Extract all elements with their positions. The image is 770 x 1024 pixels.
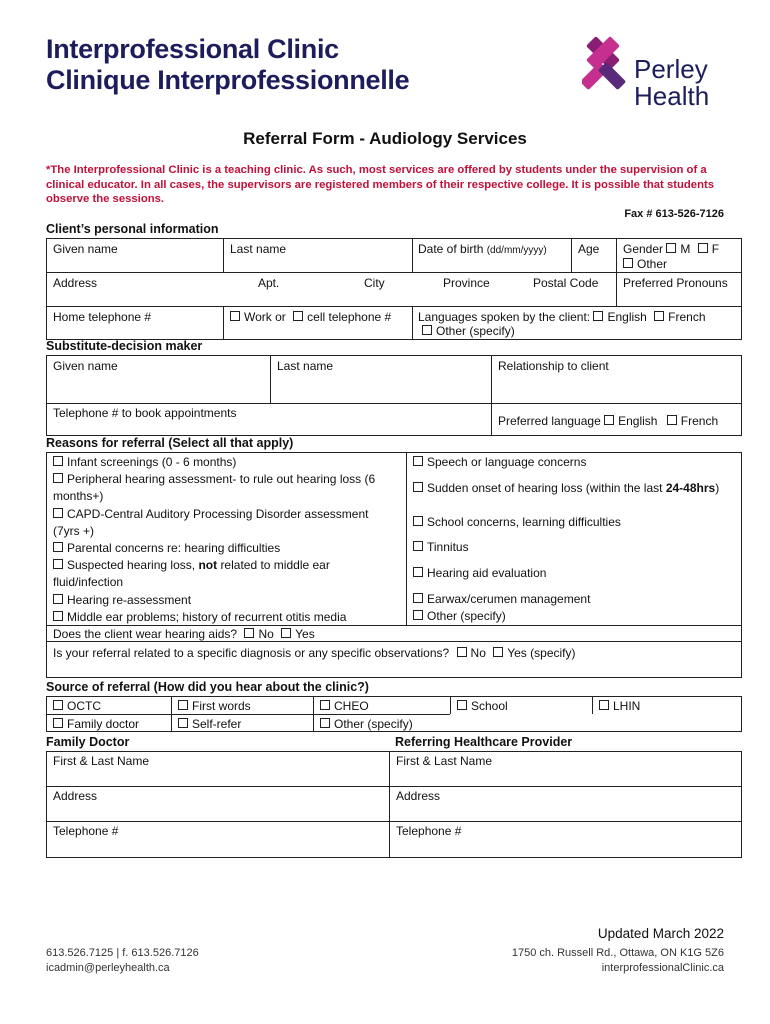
hearing-aids-no-checkbox[interactable] xyxy=(244,628,254,638)
gender-other-label: Other xyxy=(637,257,668,271)
reason-tinnitus[interactable]: Tinnitus xyxy=(413,539,469,555)
gender-other-checkbox[interactable] xyxy=(623,258,633,268)
source-checkbox[interactable] xyxy=(457,700,467,710)
client-gender-field xyxy=(623,241,719,257)
dob-label: Date of birth xyxy=(418,242,484,256)
reason-sudden-onset[interactable]: Sudden onset of hearing loss (within the last 24-48hrs) xyxy=(413,480,719,496)
gender-label: Gender xyxy=(623,242,664,256)
languages-label: Languages spoken by the client: xyxy=(418,310,591,324)
provider-telephone-field[interactable]: Telephone # xyxy=(396,824,462,838)
diagnosis-no-checkbox[interactable] xyxy=(457,647,467,657)
footer-address: 1750 ch. Russell Rd., Ottawa, ON K1G 5Z6 xyxy=(511,947,724,959)
reason-checkbox[interactable] xyxy=(53,473,63,483)
clinic-title-en: Interprofessional Clinic xyxy=(46,34,339,64)
gender-f-label: F xyxy=(711,242,720,256)
reason-checkbox[interactable] xyxy=(413,482,423,492)
sdm-telephone-field[interactable]: Telephone # to book appointments xyxy=(53,406,237,420)
client-last-name-field[interactable]: Last name xyxy=(230,242,287,256)
source-checkbox[interactable] xyxy=(599,700,609,710)
reason-suspected-hearing-loss-cont: fluid/infection xyxy=(53,575,124,590)
cell-checkbox[interactable] xyxy=(293,311,303,321)
logo-line-1: Perley xyxy=(634,54,708,84)
reason-peripheral-hearing-cont: months+) xyxy=(53,489,104,504)
lang-french-checkbox[interactable] xyxy=(654,311,664,321)
source-self-refer[interactable]: Self-refer xyxy=(178,716,241,732)
client-pronouns-field[interactable]: Preferred Pronouns xyxy=(623,276,728,290)
updated-date: Updated March 2022 xyxy=(597,926,724,941)
client-province-field[interactable]: Province xyxy=(443,276,490,290)
reason-checkbox[interactable] xyxy=(413,456,423,466)
footer-contact xyxy=(46,946,199,976)
sdm-pref-lang-label: Preferred language xyxy=(498,414,601,428)
source-checkbox[interactable] xyxy=(178,718,188,728)
family-doctor-heading: Family Doctor xyxy=(46,735,130,749)
hearing-aids-question: Does the client wear hearing aids? No Yes xyxy=(53,627,315,641)
reason-checkbox[interactable] xyxy=(413,516,423,526)
source-other[interactable]: Other (specify) xyxy=(320,716,413,732)
logo-line-2: Health xyxy=(634,81,710,111)
footer-website: interprofessionalClinic.ca xyxy=(601,962,724,974)
client-postal-code-field[interactable]: Postal Code xyxy=(533,276,599,290)
client-city-field[interactable]: City xyxy=(364,276,385,290)
clinic-title-fr: Clinique Interprofessionnelle xyxy=(46,65,410,95)
source-lhin[interactable]: LHIN xyxy=(599,698,640,714)
footer-email: icadmin@perleyhealth.ca xyxy=(46,962,170,974)
cell-label: cell telephone # xyxy=(307,310,392,324)
reason-capd[interactable]: CAPD-Central Auditory Processing Disorder assessment xyxy=(53,506,403,523)
sdm-french-label: French xyxy=(680,414,719,428)
reason-other[interactable]: Other (specify) xyxy=(413,608,506,624)
sdm-heading: Substitute-decision maker xyxy=(46,339,203,353)
source-checkbox[interactable] xyxy=(53,718,63,728)
family-doctor-address-field[interactable]: Address xyxy=(53,789,98,803)
reason-earwax[interactable]: Earwax/cerumen management xyxy=(413,591,590,607)
reason-middle-ear[interactable]: Middle ear problems; history of recurrent otitis media xyxy=(53,609,403,626)
sdm-french-checkbox[interactable] xyxy=(667,415,677,425)
sdm-preferred-language xyxy=(498,413,718,429)
sdm-english-label: English xyxy=(618,414,658,428)
reason-checkbox[interactable] xyxy=(53,611,63,621)
lang-english-checkbox[interactable] xyxy=(593,311,603,321)
source-checkbox[interactable] xyxy=(320,700,330,710)
source-octc[interactable]: OCTC xyxy=(53,698,101,714)
reason-peripheral-hearing[interactable]: Peripheral hearing assessment- to rule out hearing loss (6 xyxy=(53,471,403,488)
sdm-english-checkbox[interactable] xyxy=(604,415,614,425)
lang-english-label: English xyxy=(607,310,647,324)
gender-m-label: M xyxy=(680,242,691,256)
reason-checkbox[interactable] xyxy=(53,542,63,552)
sdm-last-name-field[interactable]: Last name xyxy=(277,359,334,373)
lang-french-label: French xyxy=(668,310,706,324)
client-age-field[interactable]: Age xyxy=(578,242,600,256)
dob-format: (dd/mm/yyyy) xyxy=(486,245,547,256)
reason-checkbox[interactable] xyxy=(53,559,63,569)
work-label: Work or xyxy=(244,310,286,324)
reason-checkbox[interactable] xyxy=(413,610,423,620)
client-given-name-field[interactable]: Given name xyxy=(53,242,118,256)
diagnosis-yes-checkbox[interactable] xyxy=(493,647,503,657)
reason-infant-screenings[interactable]: Infant screenings (0 - 6 months) xyxy=(53,454,403,471)
gender-m-checkbox[interactable] xyxy=(666,243,676,253)
teaching-notice: *The Interprofessional Clinic is a teaching clinic. As such, most services are offered by students under the supervision of a clinical educator. In all cases, the supervisors are registered members of their respective college. It is possible that students observe the sessions. xyxy=(46,164,715,205)
sdm-relationship-field[interactable]: Relationship to client xyxy=(498,359,609,373)
source-checkbox[interactable] xyxy=(320,718,330,728)
reason-checkbox[interactable] xyxy=(53,456,63,466)
reason-checkbox[interactable] xyxy=(53,508,63,518)
lang-other-checkbox[interactable] xyxy=(422,325,432,335)
footer-address-block xyxy=(512,946,724,976)
client-dob-field[interactable] xyxy=(418,241,547,259)
client-info-heading: Client’s personal information xyxy=(46,222,219,236)
client-home-telephone-field[interactable]: Home telephone # xyxy=(53,310,152,324)
client-work-cell-telephone-field[interactable] xyxy=(230,309,391,325)
source-family-doctor[interactable]: Family doctor xyxy=(53,716,139,732)
gender-other-option xyxy=(623,256,667,272)
reason-checkbox[interactable] xyxy=(53,594,63,604)
gender-f-checkbox[interactable] xyxy=(698,243,708,253)
provider-address-field[interactable]: Address xyxy=(396,789,441,803)
reason-capd-cont: (7yrs +) xyxy=(53,523,95,538)
lang-other-option xyxy=(422,323,515,339)
reason-hearing-reassessment[interactable]: Hearing re-assessment xyxy=(53,592,403,609)
family-doctor-telephone-field[interactable]: Telephone # xyxy=(53,824,119,838)
reasons-left-column xyxy=(53,454,403,626)
source-first-words[interactable]: First words xyxy=(178,698,251,714)
provider-name-field[interactable]: First & Last Name xyxy=(396,754,493,768)
source-heading: Source of referral (How did you hear about the clinic?) xyxy=(46,680,369,694)
clinic-title xyxy=(46,34,409,96)
diagnosis-question: Is your referral related to a specific diagnosis or any specific observations? No Yes (specify) xyxy=(53,646,576,660)
doctor-provider-table xyxy=(46,751,742,858)
provider-heading: Referring Healthcare Provider xyxy=(395,735,573,749)
source-school[interactable]: School xyxy=(457,698,508,714)
reason-school-concerns[interactable]: School concerns, learning difficulties xyxy=(413,514,621,530)
reason-suspected-hearing-loss[interactable]: Suspected hearing loss, not related to middle ear xyxy=(53,557,403,574)
family-doctor-name-field[interactable]: First & Last Name xyxy=(53,754,150,768)
fax-number: Fax # 613-526-7126 xyxy=(624,208,724,220)
reason-speech-language[interactable]: Speech or language concerns xyxy=(413,454,586,470)
source-checkbox[interactable] xyxy=(178,700,188,710)
sdm-given-name-field[interactable]: Given name xyxy=(53,359,118,373)
client-apt-field[interactable]: Apt. xyxy=(258,276,280,290)
reasons-heading: Reasons for referral (Select all that apply) xyxy=(46,436,294,450)
reason-checkbox[interactable] xyxy=(413,541,423,551)
reason-checkbox[interactable] xyxy=(413,593,423,603)
footer-phone: 613.526.7125 | f. 613.526.7126 xyxy=(46,947,199,959)
hearing-aids-yes-checkbox[interactable] xyxy=(281,628,291,638)
lang-other-label: Other (specify) xyxy=(436,324,515,338)
source-checkbox[interactable] xyxy=(53,700,63,710)
reason-checkbox[interactable] xyxy=(413,567,423,577)
reason-hearing-aid-evaluation[interactable]: Hearing aid evaluation xyxy=(413,565,546,581)
form-title: Referral Form - Audiology Services xyxy=(243,129,527,148)
work-checkbox[interactable] xyxy=(230,311,240,321)
logo-wordmark xyxy=(634,56,709,110)
reason-parental-concerns[interactable]: Parental concerns re: hearing difficulties xyxy=(53,540,403,557)
source-cheo[interactable]: CHEO xyxy=(320,698,369,714)
client-address-field[interactable]: Address xyxy=(53,276,98,290)
